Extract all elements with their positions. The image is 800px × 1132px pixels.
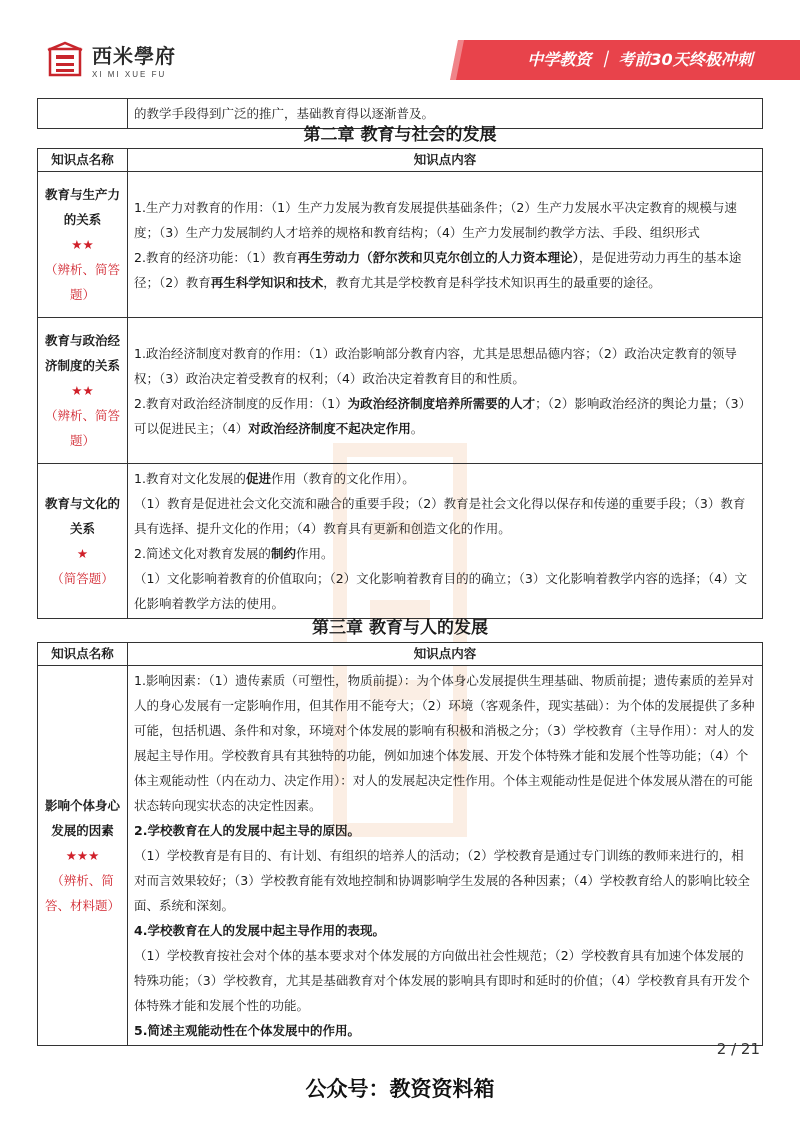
table-row [38, 666, 763, 1046]
question-type-tags: （辨析、简答、材料题） [44, 873, 120, 913]
knowledge-point-name: 教育与文化的关系 [44, 496, 120, 536]
col-header-content: 知识点内容 [128, 643, 763, 666]
content-line: 2.学校教育在人的发展中起主导的原因。 [134, 823, 360, 838]
chapter2-table [37, 148, 763, 619]
table-header-row [38, 149, 763, 172]
logo-chinese-name: 西米學府 [92, 44, 176, 68]
content-line: 1.生产力对教育的作用：（1）生产力发展为教育发展提供基础条件；（2）生产力发展水平决定教育的规模与速度；（3）生产力发展制约人才培养的规格和教育结构；（4）生产力发展制约教学方法、手段、组织形式 [134, 199, 737, 240]
question-type-tags: （辨析、简答题） [44, 262, 120, 302]
col-header-content: 知识点内容 [128, 149, 763, 172]
importance-stars: ★★ [71, 237, 94, 252]
table-row [38, 318, 763, 464]
knowledge-content [128, 666, 763, 1046]
knowledge-point-name: 教育与政治经济制度的关系 [44, 333, 120, 373]
content-line: 2.教育的经济功能：（1）教育再生劳动力（舒尔茨和贝克尔创立的人力资本理论），是促进劳动力再生的基本途径；（2）教育再生科学知识和技术，教育尤其是学校教育是科学技术知识再生的最重要的途径。 [134, 249, 742, 290]
table-row [38, 172, 763, 318]
content-line: 4.学校教育在人的发展中起主导作用的表现。 [134, 923, 385, 938]
knowledge-point-name: 影响个体身心发展的因素 [44, 798, 120, 838]
chapter3-table [37, 642, 763, 1046]
header-banner [450, 40, 800, 80]
brand-logo [46, 40, 176, 79]
footer-account: 公众号：教资资料箱 [305, 1077, 495, 1101]
knowledge-point-name: 教育与生产力的关系 [44, 187, 120, 227]
page-header [0, 0, 800, 100]
knowledge-content [128, 172, 763, 318]
col-header-name: 知识点名称 [38, 643, 128, 666]
knowledge-content [128, 464, 763, 619]
content-line: （1）文化影响着教育的价值取向；（2）文化影响着教育目的的确立；（3）文化影响着教学内容的选择；（4）文化影响着教学方法的使用。 [134, 571, 748, 611]
question-type-tags: （辨析、简答题） [44, 408, 120, 448]
logo-english-name: XI MI XUE FU [92, 70, 167, 79]
continuation-text: 的教学手段得到广泛的推广，基础教育得以逐渐普及。 [128, 99, 763, 129]
question-type-tags: （简答题） [51, 571, 114, 586]
content-line: 5.简述主观能动性在个体发展中的作用。 [134, 1023, 360, 1038]
content-line: 1.教育对文化发展的促进作用（教育的文化作用）。 [134, 471, 415, 486]
content-line: 2.教育对政治经济制度的反作用：（1）为政治经济制度培养所需要的人才；（2）影响政治经济的舆论力量；（3）可以促进民主；（4）对政治经济制度不起决定作用。 [134, 395, 752, 436]
building-icon [46, 41, 84, 79]
importance-stars: ★ [76, 546, 89, 561]
importance-stars: ★★ [71, 383, 94, 398]
content-line: （1）学校教育按社会对个体的基本要求对个体发展的方向做出社会性规范；（2）学校教育具有加速个体发展的特殊功能；（3）学校教育，尤其是基础教育对个体发展的影响具有即时和延时的价值；（4）学校教育具有开发个体特殊才能和发展个性的功能。 [134, 948, 750, 1013]
content-line: 1.政治经济制度对教育的作用：（1）政治影响部分教育内容，尤其是思想品德内容；（2）政治决定教育的领导权；（3）政治决定着受教育的权利；（4）政治决定着教育目的和性质。 [134, 345, 737, 386]
table-row [38, 464, 763, 619]
content-line: （1）学校教育是有目的、有计划、有组织的培养人的活动；（2）学校教育是通过专门训练的教师来进行的，相对而言效果较好；（3）学校教育能有效地控制和协调影响学生发展的各种因素；（4）学校教育给人的影响比较全面、系统和深刻。 [134, 848, 750, 913]
importance-stars: ★★★ [65, 848, 100, 863]
page-number: 2 / 21 [716, 1040, 760, 1058]
knowledge-content [128, 318, 763, 464]
content-line: 1.影响因素：（1）遗传素质（可塑性，物质前提）：为个体身心发展提供生理基础、物质前提；遗传素质的差异对人的身心发展有一定影响作用，但其作用不能夸大；（2）环境（客观条件，现实基础）：为个体的发展提供了多种可能，包括机遇、条件和对象，环境对个体发展的影响有积极和消极之分；（3）学校教育（主导作用）：对人的发展起主导作用。学校教育具有其独特的功能，例如加速个体发展、开发个体特殊才能和发展个性等功能；（4）个体主观能动性（内在动力、决定作用）：对人的发展起决定性作用。个体主观能动性是促进个体发展从潜在的可能状态转向现实状态的决定性因素。 [134, 673, 755, 813]
col-header-name: 知识点名称 [38, 149, 128, 172]
content-line: （1）教育是促进社会文化交流和融合的重要手段；（2）教育是社会文化得以保存和传递的重要手段；（3）教育具有选择、提升文化的作用；（4）教育具有更新和创造文化的作用。 [134, 496, 746, 536]
content-line: 2.简述文化对教育发展的制约作用。 [134, 546, 334, 561]
banner-title: 中学教资 ｜ 考前30天终极冲刺 [527, 50, 753, 69]
chapter3-title: 第三章 教育与人的发展 [312, 618, 488, 638]
table-header-row [38, 643, 763, 666]
chapter2-title: 第二章 教育与社会的发展 [303, 125, 497, 145]
